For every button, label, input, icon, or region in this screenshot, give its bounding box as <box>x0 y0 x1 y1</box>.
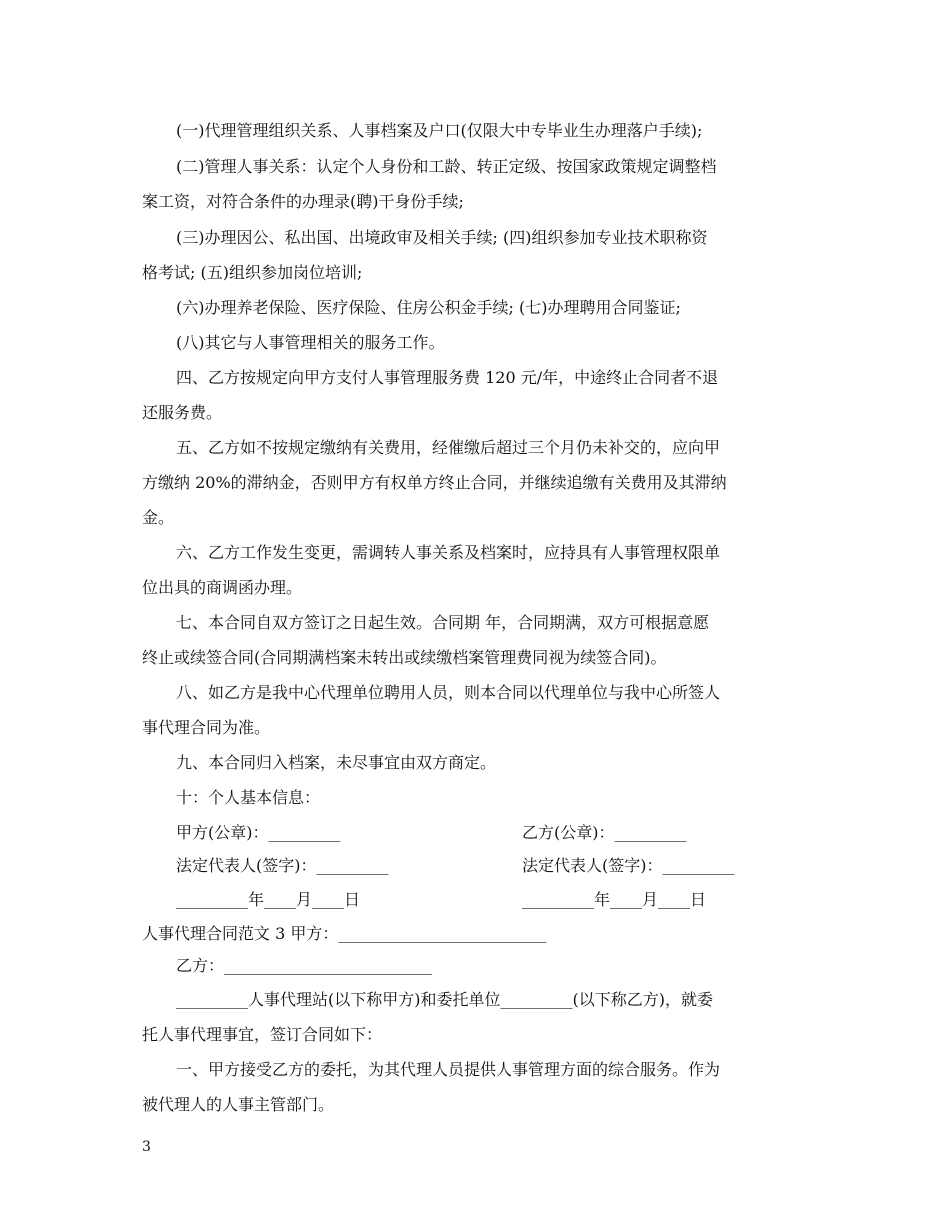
date-party-a: _________年____月____日 <box>176 890 361 909</box>
page-number: 3 <box>142 1139 151 1155</box>
text-line: 九、本合同归入档案，未尽事宜由双方商定。 <box>176 753 497 772</box>
text-line: (二)管理人事关系：认定个人身份和工龄、转正定级、按国家政策规定调整档 <box>176 157 717 176</box>
section-title: 人事代理合同范文 3 甲方：__________________________ <box>142 924 547 943</box>
intro-line: _________人事代理站(以下称甲方)和委托单位_________(以下称乙方)，就委 <box>176 990 713 1009</box>
clause-line: 被代理人的人事主管部门。 <box>142 1095 335 1114</box>
representative-party-b: 法定代表人(签字)：_________ <box>522 856 735 875</box>
seal-party-a: 甲方(公章)：_________ <box>176 823 341 842</box>
text-line: 还服务费。 <box>142 403 223 422</box>
party-b-line: 乙方：__________________________ <box>176 956 433 975</box>
intro-line: 托人事代理事宜，签订合同如下： <box>142 1025 383 1044</box>
text-line: 八、如乙方是我中心代理单位聘用人员，则本合同以代理单位与我中心所签人 <box>176 683 721 702</box>
text-line: 金。 <box>142 508 175 527</box>
representative-party-a: 法定代表人(签字)：_________ <box>176 856 389 875</box>
text-line: 格考试; (五)组织参加岗位培训; <box>142 263 363 282</box>
text-line: (三)办理因公、私出国、出境政审及相关手续; (四)组织参加专业技术职称资 <box>176 228 708 247</box>
text-line: (一)代理管理组织关系、人事档案及户口(仅限大中专毕业生办理落户手续); <box>176 121 703 140</box>
text-line: 十：个人基本信息： <box>176 788 321 807</box>
clause-line: 一、甲方接受乙方的委托，为其代理人员提供人事管理方面的综合服务。作为 <box>176 1060 721 1079</box>
text-line: 案工资，对符合条件的办理录(聘)干身份手续; <box>142 192 464 211</box>
date-party-b: _________年____月____日 <box>522 890 707 909</box>
text-line: 位出具的商调函办理。 <box>142 578 303 597</box>
text-line: 事代理合同为准。 <box>142 718 271 737</box>
text-line: 四、乙方按规定向甲方支付人事管理服务费 120 元/年，中途终止合同者不退 <box>176 368 719 387</box>
text-line: 终止或续签合同(合同期满档案未转出或续缴档案管理费同视为续签合同)。 <box>142 648 667 667</box>
text-line: (六)办理养老保险、医疗保险、住房公积金手续; (七)办理聘用合同鉴证; <box>176 298 681 317</box>
text-line: 方缴纳 20%的滞纳金，否则甲方有权单方终止合同，并继续追缴有关费用及其滞纳 <box>142 473 727 492</box>
text-line: 六、乙方工作发生变更，需调转人事关系及档案时，应持具有人事管理权限单 <box>176 543 721 562</box>
seal-party-b: 乙方(公章)：_________ <box>522 823 687 842</box>
text-line: (八)其它与人事管理相关的服务工作。 <box>176 333 445 352</box>
text-line: 五、乙方如不按规定缴纳有关费用，经催缴后超过三个月仍未补交的，应向甲 <box>176 438 721 457</box>
text-line: 七、本合同自双方签订之日起生效。合同期 年，合同期满，双方可根据意愿 <box>176 613 710 632</box>
